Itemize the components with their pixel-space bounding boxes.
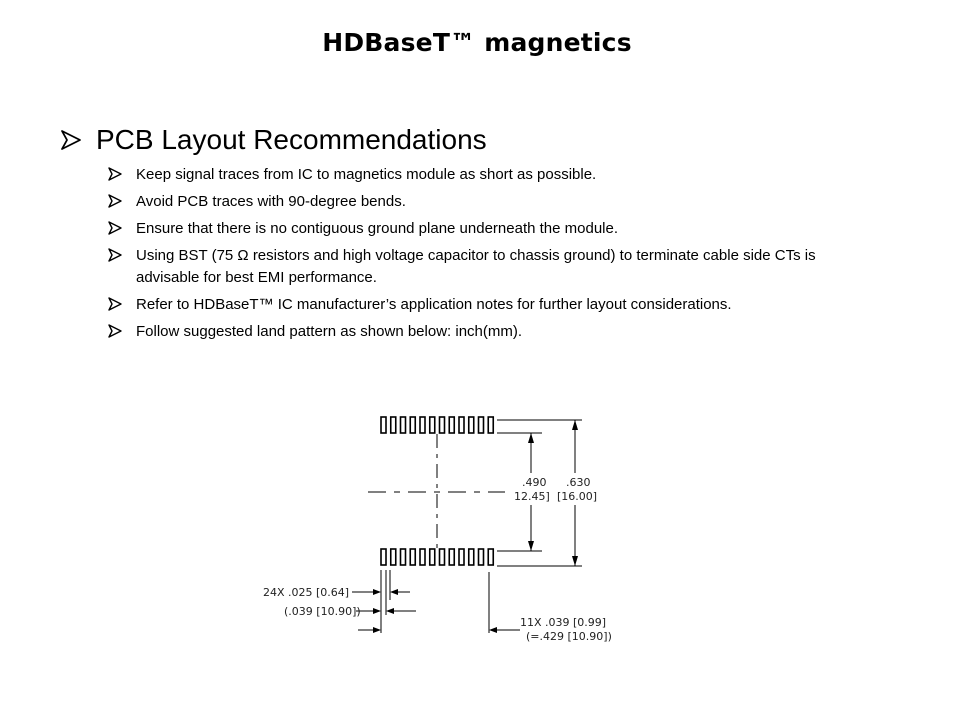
land-pad — [410, 549, 415, 565]
land-pad — [391, 417, 396, 433]
land-pad — [459, 417, 464, 433]
land-pad — [449, 417, 454, 433]
arrowhead — [572, 556, 578, 566]
arrowhead — [572, 420, 578, 430]
bottom-pad-row — [381, 549, 493, 565]
outer-dimension-inch: .630 — [566, 476, 591, 489]
pad-width-secondary-label: (.039 [10.90]) — [284, 605, 361, 618]
slide-title: HDBaseT™ magnetics — [322, 28, 632, 57]
pitch-span-label: (=.429 [10.90]) — [526, 630, 612, 643]
land-pad — [459, 549, 464, 565]
list-item-text: Refer to HDBaseT™ IC manufacturer’s application notes for further layout considerations. — [136, 295, 732, 313]
inner-dimension-mm: 12.45] — [514, 490, 550, 503]
arrowhead — [373, 627, 381, 633]
list-item-text: Keep signal traces from IC to magnetics module as short as possible. — [136, 166, 597, 183]
land-pad — [391, 549, 396, 565]
land-pad — [449, 549, 454, 565]
list-item-text: Using BST (75 Ω resistors and high voltage capacitor to chassis ground) to terminate cable side CTs is advisable for best EMI performance. — [136, 247, 816, 286]
pad-width-label: 24X .025 [0.64] — [263, 586, 350, 599]
dimension-arrowheads — [373, 420, 578, 633]
land-pad — [381, 549, 386, 565]
arrowhead — [489, 627, 497, 633]
pitch-label: 11X .039 [0.99] — [520, 616, 607, 629]
arrowhead — [390, 589, 398, 595]
land-pad — [479, 417, 484, 433]
land-pad — [430, 417, 435, 433]
land-pad — [420, 417, 425, 433]
inner-dimension-inch: .490 — [522, 476, 547, 489]
land-pad — [440, 417, 445, 433]
section-heading-text: PCB Layout Recommendations — [96, 124, 487, 155]
land-pad — [401, 549, 406, 565]
list-item-text: Follow suggested land pattern as shown below: inch(mm). — [136, 322, 523, 340]
arrowhead — [528, 541, 534, 551]
arrowhead — [386, 608, 394, 614]
arrowhead — [528, 433, 534, 443]
land-pad — [381, 417, 386, 433]
arrowhead — [373, 589, 381, 595]
land-pad — [479, 549, 484, 565]
land-pad — [488, 549, 493, 565]
top-pad-row — [381, 417, 493, 433]
outer-dimension-mm: [16.00] — [557, 490, 598, 503]
land-pad — [410, 417, 415, 433]
land-pad — [440, 549, 445, 565]
land-pad — [401, 417, 406, 433]
land-pad — [469, 549, 474, 565]
land-pad — [488, 417, 493, 433]
land-pad — [430, 549, 435, 565]
land-pad — [469, 417, 474, 433]
land-pad — [420, 549, 425, 565]
list-item-text: Avoid PCB traces with 90-degree bends. — [136, 193, 406, 210]
list-item-text: Ensure that there is no contiguous ground plane underneath the module. — [136, 220, 619, 237]
arrowhead — [373, 608, 381, 614]
